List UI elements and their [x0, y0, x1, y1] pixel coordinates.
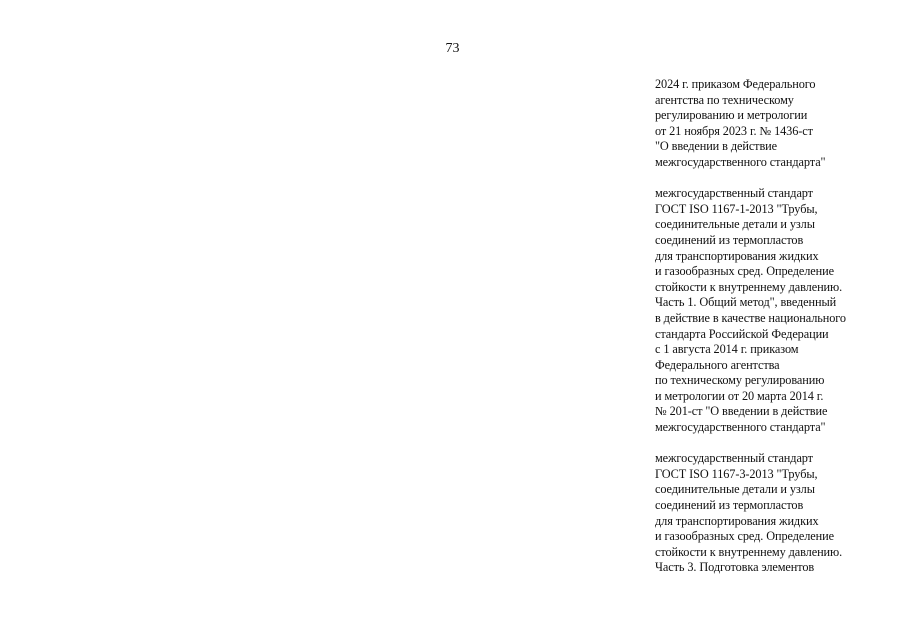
text-line: в действие в качестве национального — [655, 310, 846, 325]
text-line: для транспортирования жидких — [655, 513, 819, 528]
text-line: и метрологии от 20 марта 2014 г. — [655, 388, 824, 403]
text-line: межгосударственного стандарта" — [655, 420, 826, 435]
text-line: межгосударственного стандарта" — [655, 154, 826, 169]
document-text-column — [655, 77, 900, 592]
text-line: Часть 1. Общий метод", введенный — [655, 295, 837, 310]
text-line: стойкости к внутреннему давлению. — [655, 279, 843, 294]
text-line: соединений из термопластов — [655, 232, 804, 247]
text-line: соединительные детали и узлы — [655, 217, 815, 232]
text-line: межгосударственный стандарт — [655, 186, 813, 201]
text-line: соединений из термопластов — [655, 498, 804, 513]
paragraph-order-reference — [655, 77, 900, 171]
text-line: стандарта Российской Федерации — [655, 326, 829, 341]
text-line: агентства по техническому — [655, 92, 794, 107]
text-line: ГОСТ ISO 1167-1-2013 "Трубы, — [655, 201, 818, 216]
text-line: регулированию и метрологии — [655, 108, 808, 123]
text-line: стойкости к внутреннему давлению. — [655, 544, 843, 559]
text-line: Часть 3. Подготовка элементов — [655, 560, 815, 575]
text-line: № 201-ст "О введении в действие — [655, 404, 828, 419]
paragraph-gost-iso-1167-3 — [655, 451, 900, 576]
text-line: Федерального агентства — [655, 357, 780, 372]
text-line: ГОСТ ISO 1167-3-2013 "Трубы, — [655, 466, 818, 481]
text-line: по техническому регулированию — [655, 373, 825, 388]
paragraph-gost-iso-1167-1 — [655, 186, 900, 436]
text-line: и газообразных сред. Определение — [655, 264, 834, 279]
page-number: 73 — [445, 41, 460, 56]
text-line: соединительные детали и узлы — [655, 482, 815, 497]
text-line: и газообразных сред. Определение — [655, 529, 834, 544]
text-line: с 1 августа 2014 г. приказом — [655, 342, 799, 357]
text-line: 2024 г. приказом Федерального — [655, 77, 816, 91]
text-line: "О введении в действие — [655, 139, 777, 154]
text-line: межгосударственный стандарт — [655, 451, 813, 466]
text-line: от 21 ноября 2023 г. № 1436-ст — [655, 123, 813, 138]
text-line: для транспортирования жидких — [655, 248, 819, 263]
